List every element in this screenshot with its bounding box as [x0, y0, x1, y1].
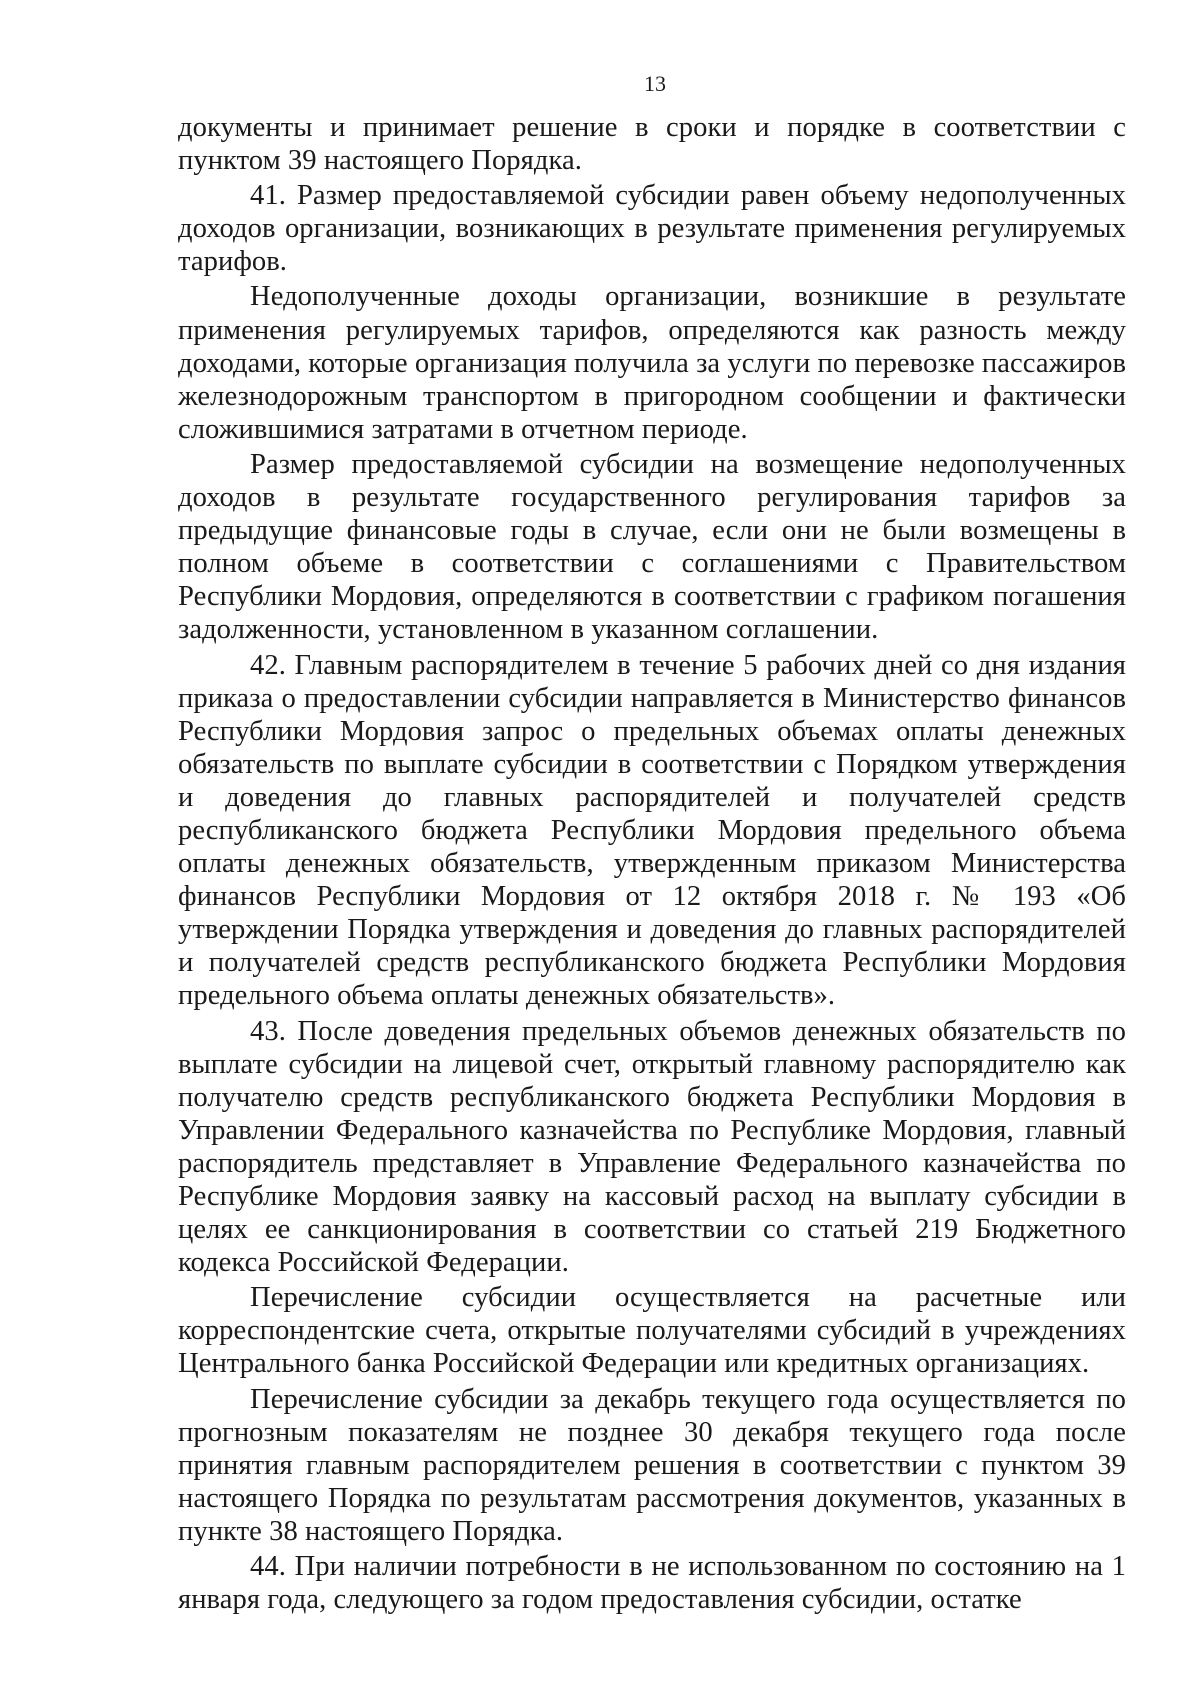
paragraph-41-prior-years: Размер предоставляемой субсидии на возмещение недополученных доходов в результате государственного регулирования тарифов за предыдущие финансовые годы в случае, если они не были возмещены в полном объеме в соответствии с соглашениями с Правительством Республики Мордовия, определяются в соответствии с графиком погашения задолженности, установленном в указанном соглашении. [178, 448, 1126, 646]
paragraph-43: 43. После доведения предельных объемов денежных обязательств по выплате субсидии на лицевой счет, открытый главному распорядителю как получателю средств республиканского бюджета Республики Мордовия в Управлении Федерального казначейства по Республике Мордовия, главный распорядитель представляет в Управление Федерального казначейства по Республике Мордовия заявку на кассовый расход на выплату субсидии в целях ее санкционирования в соответствии со статьей 219 Бюджетного кодекса Российской Федерации. [178, 1015, 1126, 1279]
document-body [178, 111, 1126, 1616]
paragraph-43-december: Перечисление субсидии за декабрь текущего года осуществляется по прогнозным показателям не позднее 30 декабря текущего года после принятия главным распорядителем решения в соответствии с пунктом 39 настоящего Порядка по результатам рассмотрения документов, указанных в пункте 38 настоящего Порядка. [178, 1383, 1126, 1547]
paragraph-41: 41. Размер предоставляемой субсидии равен объему недополученных доходов организации, возникающих в результате применения регулируемых тарифов. [178, 180, 1126, 278]
paragraph-42: 42. Главным распорядителем в течение 5 рабочих дней со дня издания приказа о предоставлении субсидии направляется в Министерство финансов Республики Мордовия запрос о предельных объемах оплаты денежных обязательств по выплате субсидии в соответствии с Порядком утверждения и доведения до главных распорядителей и получателей средств республиканского бюджета Республики Мордовия предельного объема оплаты денежных обязательств, утвержденным приказом Министерства финансов Республики Мордовия от 12 октября 2018 г. № 193 «Об утверждении Порядка утверждения и доведения до главных распорядителей и получателей средств республиканского бюджета Республики Мордовия предельного объема оплаты денежных обязательств». [178, 649, 1126, 1012]
paragraph-continuation: документы и принимает решение в сроки и порядке в соответствии с пунктом 39 настоящего Порядка. [178, 112, 1126, 177]
paragraph-41-lost-income: Недополученные доходы организации, возникшие в результате применения регулируемых тарифов, определяются как разность между доходами, которые организация получила за услуги по перевозке пассажиров железнодорожным транспортом в пригородном сообщении и фактически сложившимися затратами в отчетном периоде. [178, 281, 1126, 445]
paragraph-44: 44. При наличии потребности в не использованном по состоянию на 1 января года, следующего за годом предоставления субсидии, остатке [178, 1551, 1126, 1616]
page-number: 13 [644, 71, 666, 96]
paragraph-43-transfer: Перечисление субсидии осуществляется на расчетные или корреспондентские счета, открытые получателями субсидий в учреждениях Центрального банка Российской Федерации или кредитных организациях. [178, 1282, 1126, 1380]
